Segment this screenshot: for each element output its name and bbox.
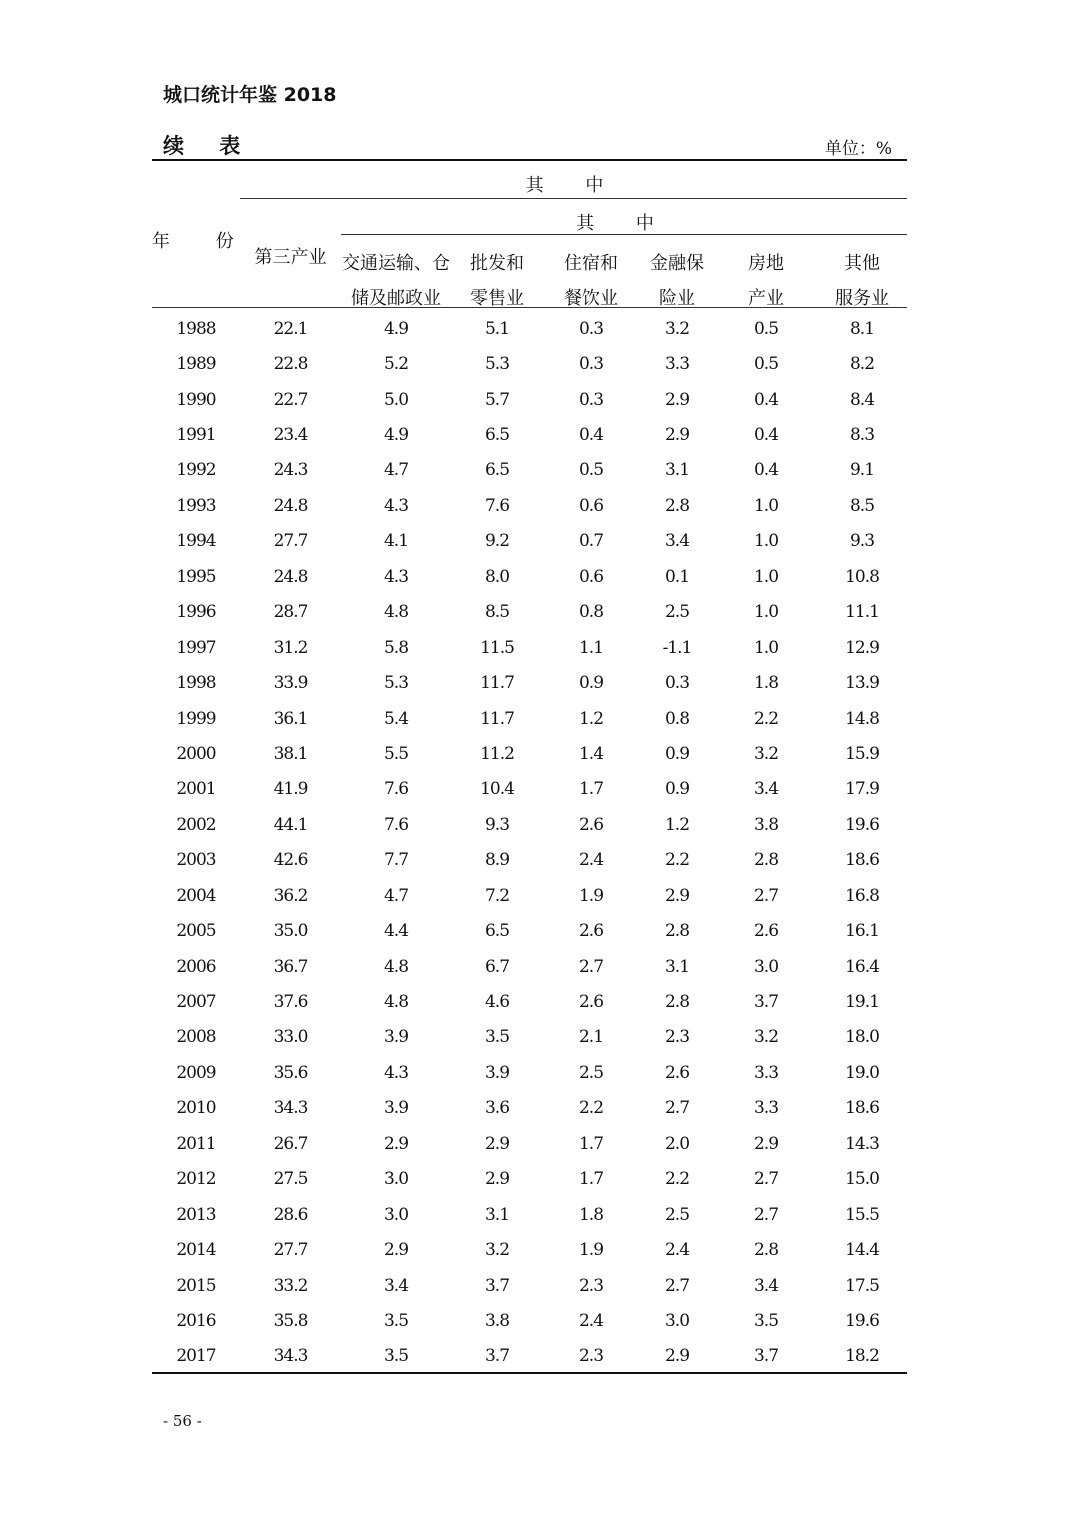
cell-transport: 4.7 (383, 460, 409, 481)
table-row (152, 524, 907, 559)
table-row (152, 665, 907, 700)
cell-tertiary: 36.7 (273, 956, 308, 977)
cell-wholesale: 11.2 (480, 743, 514, 764)
table-row (152, 949, 907, 984)
cell-year: 2013 (176, 1204, 216, 1225)
table-row (152, 1232, 907, 1267)
cell-wholesale: 3.9 (484, 1062, 510, 1083)
year-column-header: 年 份 (152, 231, 254, 252)
cell-other-services: 8.2 (849, 354, 875, 375)
group-header-of-which: 其 中 (525, 175, 622, 196)
cell-finance: 2.7 (664, 1275, 690, 1296)
cell-year: 2005 (176, 921, 216, 942)
cell-other-services: 19.6 (845, 1310, 879, 1331)
cell-other-services: 11.1 (845, 602, 879, 623)
cell-other-services: 18.6 (845, 850, 879, 871)
table-row (152, 559, 907, 594)
cell-wholesale: 8.9 (484, 850, 510, 871)
cell-transport: 3.5 (383, 1346, 409, 1367)
cell-finance: 2.8 (664, 495, 690, 516)
table-row (152, 1303, 907, 1338)
cell-accommodation: 0.8 (578, 602, 604, 623)
cell-real-estate: 1.0 (753, 531, 779, 552)
cell-year: 1993 (176, 495, 216, 516)
cell-year: 1995 (176, 566, 216, 587)
cell-finance: 3.2 (664, 318, 690, 339)
cell-tertiary: 24.3 (273, 460, 308, 481)
cell-transport: 4.3 (383, 1062, 409, 1083)
cell-other-services: 8.1 (849, 318, 875, 339)
table-row (152, 913, 907, 948)
cell-finance: 0.3 (664, 673, 690, 694)
cell-tertiary: 27.7 (273, 1240, 308, 1261)
cell-other-services: 19.6 (845, 814, 879, 835)
cell-real-estate: 3.7 (753, 1346, 779, 1367)
cell-finance: 3.1 (664, 956, 690, 977)
table-row (152, 1091, 907, 1126)
cell-accommodation: 2.4 (578, 850, 604, 871)
cell-finance: 2.2 (664, 1169, 690, 1190)
cell-accommodation: 2.2 (578, 1098, 604, 1119)
data-table (152, 311, 907, 1374)
subgroup-header-of-which: 其 中 (576, 213, 672, 234)
cell-accommodation: 2.1 (578, 1027, 604, 1048)
cell-wholesale: 7.2 (484, 885, 510, 906)
cell-year: 1996 (176, 602, 216, 623)
cell-transport: 4.3 (383, 495, 409, 516)
cell-finance: 2.7 (664, 1098, 690, 1119)
table-row (152, 311, 907, 346)
cell-real-estate: 3.3 (753, 1098, 779, 1119)
cell-other-services: 8.5 (849, 495, 875, 516)
cell-tertiary: 28.7 (273, 602, 308, 623)
cell-year: 2006 (176, 956, 216, 977)
cell-wholesale: 2.9 (484, 1169, 510, 1190)
cell-real-estate: 1.0 (753, 637, 779, 658)
cell-wholesale: 6.5 (484, 460, 510, 481)
cell-real-estate: 3.3 (753, 1062, 779, 1083)
cell-tertiary: 23.4 (273, 425, 308, 446)
cell-wholesale: 5.7 (484, 389, 510, 410)
cell-transport: 5.5 (383, 743, 409, 764)
cell-tertiary: 27.5 (273, 1169, 308, 1190)
cell-accommodation: 2.6 (578, 814, 604, 835)
cell-other-services: 10.8 (845, 566, 879, 587)
cell-other-services: 8.4 (849, 389, 875, 410)
cell-real-estate: 0.5 (753, 354, 779, 375)
cell-finance: 3.1 (664, 460, 690, 481)
cell-wholesale: 11.5 (480, 637, 514, 658)
cell-transport: 5.8 (383, 637, 409, 658)
cell-other-services: 8.3 (849, 425, 875, 446)
group-header-rule (240, 198, 907, 199)
cell-year: 2016 (176, 1310, 216, 1331)
cell-wholesale: 9.2 (484, 531, 510, 552)
cell-other-services: 16.1 (845, 921, 879, 942)
cell-real-estate: 2.2 (753, 708, 779, 729)
cell-wholesale: 3.5 (484, 1027, 510, 1048)
cell-finance: 2.2 (664, 850, 690, 871)
table-row (152, 1055, 907, 1090)
cell-transport: 4.9 (383, 425, 409, 446)
cell-real-estate: 3.0 (753, 956, 779, 977)
cell-other-services: 13.9 (845, 673, 879, 694)
cell-tertiary: 22.8 (273, 354, 308, 375)
cell-real-estate: 1.0 (753, 495, 779, 516)
table-row (152, 807, 907, 842)
cell-transport: 4.8 (383, 602, 409, 623)
cell-tertiary: 34.3 (273, 1098, 308, 1119)
unit-label: 单位：% (824, 139, 892, 159)
cell-finance: 0.8 (664, 708, 690, 729)
cell-finance: 2.9 (664, 1346, 690, 1367)
cell-finance: 2.3 (664, 1027, 690, 1048)
cell-other-services: 14.8 (845, 708, 879, 729)
cell-wholesale: 8.0 (484, 566, 510, 587)
cell-accommodation: 0.5 (578, 460, 604, 481)
cell-year: 1988 (176, 318, 216, 339)
cell-real-estate: 2.8 (753, 850, 779, 871)
cell-year: 1998 (176, 673, 216, 694)
cell-year: 1990 (176, 389, 216, 410)
cell-real-estate: 3.5 (753, 1310, 779, 1331)
cell-tertiary: 27.7 (273, 531, 308, 552)
cell-finance: 2.0 (664, 1133, 690, 1154)
cell-accommodation: 2.6 (578, 921, 604, 942)
table-row (152, 1197, 907, 1232)
cell-tertiary: 38.1 (273, 743, 308, 764)
cell-transport: 5.0 (383, 389, 409, 410)
cell-year: 1994 (176, 531, 216, 552)
cell-real-estate: 0.4 (753, 425, 779, 446)
cell-real-estate: 3.4 (753, 1275, 779, 1296)
cell-transport: 2.9 (383, 1240, 409, 1261)
cell-transport: 7.7 (383, 850, 409, 871)
column-header-finance: 金融保 险业 (650, 253, 704, 309)
cell-accommodation: 2.3 (578, 1275, 604, 1296)
cell-wholesale: 9.3 (484, 814, 510, 835)
cell-tertiary: 35.8 (273, 1310, 308, 1331)
cell-year: 2000 (176, 743, 216, 764)
cell-real-estate: 3.7 (753, 992, 779, 1013)
cell-accommodation: 1.7 (578, 1133, 604, 1154)
cell-other-services: 17.9 (845, 779, 879, 800)
column-header-wholesale: 批发和 零售业 (470, 253, 524, 309)
table-row (152, 595, 907, 630)
cell-wholesale: 6.5 (484, 425, 510, 446)
cell-real-estate: 1.0 (753, 566, 779, 587)
cell-year: 2003 (176, 850, 216, 871)
cell-accommodation: 1.7 (578, 1169, 604, 1190)
cell-other-services: 18.0 (845, 1027, 879, 1048)
cell-accommodation: 1.7 (578, 779, 604, 800)
cell-other-services: 14.3 (845, 1133, 879, 1154)
cell-year: 2002 (176, 814, 216, 835)
cell-real-estate: 1.8 (753, 673, 779, 694)
cell-wholesale: 3.2 (484, 1240, 510, 1261)
table-bottom-rule (152, 1372, 907, 1374)
cell-year: 2001 (176, 779, 216, 800)
cell-wholesale: 8.5 (484, 602, 510, 623)
cell-year: 1992 (176, 460, 216, 481)
cell-year: 2004 (176, 885, 216, 906)
cell-wholesale: 11.7 (480, 708, 514, 729)
cell-finance: 0.1 (664, 566, 690, 587)
cell-finance: 1.2 (664, 814, 690, 835)
cell-real-estate: 2.7 (753, 885, 779, 906)
cell-accommodation: 1.9 (578, 885, 604, 906)
cell-finance: 3.4 (664, 531, 690, 552)
cell-wholesale: 6.5 (484, 921, 510, 942)
column-header-other-services: 其他 服务业 (835, 253, 889, 309)
table-row (152, 1339, 907, 1374)
cell-finance: 0.9 (664, 779, 690, 800)
cell-real-estate: 2.7 (753, 1204, 779, 1225)
cell-accommodation: 1.1 (578, 637, 604, 658)
cell-year: 2015 (176, 1275, 216, 1296)
cell-finance: -1.1 (662, 637, 692, 658)
cell-transport: 4.3 (383, 566, 409, 587)
table-row (152, 1020, 907, 1055)
cell-accommodation: 2.3 (578, 1346, 604, 1367)
cell-year: 1991 (176, 425, 216, 446)
cell-other-services: 9.3 (849, 531, 875, 552)
cell-year: 1997 (176, 637, 216, 658)
cell-year: 2010 (176, 1098, 216, 1119)
cell-accommodation: 0.3 (578, 354, 604, 375)
cell-real-estate: 0.4 (753, 389, 779, 410)
cell-transport: 3.9 (383, 1027, 409, 1048)
cell-other-services: 9.1 (849, 460, 875, 481)
table-row (152, 382, 907, 417)
table-top-rule (152, 159, 907, 161)
cell-finance: 2.6 (664, 1062, 690, 1083)
table-row (152, 984, 907, 1019)
cell-other-services: 16.8 (845, 885, 879, 906)
cell-wholesale: 3.7 (484, 1275, 510, 1296)
cell-tertiary: 41.9 (273, 779, 308, 800)
cell-tertiary: 36.2 (273, 885, 308, 906)
cell-other-services: 18.6 (845, 1098, 879, 1119)
cell-wholesale: 10.4 (480, 779, 514, 800)
cell-accommodation: 0.7 (578, 531, 604, 552)
cell-year: 2014 (176, 1240, 216, 1261)
cell-accommodation: 2.7 (578, 956, 604, 977)
cell-other-services: 14.4 (845, 1240, 879, 1261)
cell-year: 2008 (176, 1027, 216, 1048)
cell-real-estate: 2.9 (753, 1133, 779, 1154)
cell-real-estate: 3.2 (753, 743, 779, 764)
cell-accommodation: 0.9 (578, 673, 604, 694)
cell-wholesale: 2.9 (484, 1133, 510, 1154)
cell-tertiary: 26.7 (273, 1133, 308, 1154)
cell-tertiary: 44.1 (273, 814, 308, 835)
cell-other-services: 15.5 (845, 1204, 879, 1225)
cell-transport: 2.9 (383, 1133, 409, 1154)
continued-label: 续 表 (163, 134, 255, 158)
cell-accommodation: 1.2 (578, 708, 604, 729)
cell-year: 1989 (176, 354, 216, 375)
book-title: 城口统计年鉴 2018 (163, 84, 337, 106)
column-header-real-estate: 房地 产业 (748, 253, 784, 309)
column-header-tertiary: 第三产业 (254, 247, 327, 268)
cell-transport: 5.3 (383, 673, 409, 694)
cell-year: 2009 (176, 1062, 216, 1083)
cell-tertiary: 28.6 (273, 1204, 308, 1225)
cell-transport: 4.7 (383, 885, 409, 906)
table-row (152, 453, 907, 488)
cell-tertiary: 34.3 (273, 1346, 308, 1367)
cell-tertiary: 33.0 (273, 1027, 308, 1048)
cell-other-services: 12.9 (845, 637, 879, 658)
table-row (152, 417, 907, 452)
cell-transport: 5.2 (383, 354, 409, 375)
cell-finance: 2.8 (664, 992, 690, 1013)
table-row (152, 701, 907, 736)
cell-transport: 4.1 (383, 531, 409, 552)
cell-other-services: 18.2 (845, 1346, 879, 1367)
cell-finance: 2.9 (664, 389, 690, 410)
table-row (152, 630, 907, 665)
cell-accommodation: 2.5 (578, 1062, 604, 1083)
cell-real-estate: 2.8 (753, 1240, 779, 1261)
cell-wholesale: 6.7 (484, 956, 510, 977)
cell-accommodation: 1.4 (578, 743, 604, 764)
cell-tertiary: 24.8 (273, 495, 308, 516)
cell-finance: 3.3 (664, 354, 690, 375)
cell-tertiary: 35.6 (273, 1062, 308, 1083)
cell-tertiary: 42.6 (273, 850, 308, 871)
cell-finance: 2.5 (664, 1204, 690, 1225)
cell-other-services: 17.5 (845, 1275, 879, 1296)
cell-accommodation: 0.4 (578, 425, 604, 446)
cell-year: 2011 (176, 1133, 216, 1154)
cell-transport: 7.6 (383, 779, 409, 800)
table-row (152, 878, 907, 913)
table-row (152, 1268, 907, 1303)
cell-transport: 3.4 (383, 1275, 409, 1296)
cell-tertiary: 33.9 (273, 673, 308, 694)
cell-finance: 2.5 (664, 602, 690, 623)
cell-transport: 5.4 (383, 708, 409, 729)
header-bottom-rule (152, 307, 907, 308)
cell-transport: 3.9 (383, 1098, 409, 1119)
cell-tertiary: 36.1 (273, 708, 308, 729)
cell-accommodation: 0.3 (578, 389, 604, 410)
cell-real-estate: 2.6 (753, 921, 779, 942)
cell-real-estate: 3.2 (753, 1027, 779, 1048)
table-row (152, 488, 907, 523)
table-row (152, 346, 907, 381)
cell-finance: 2.4 (664, 1240, 690, 1261)
cell-finance: 2.9 (664, 885, 690, 906)
cell-transport: 3.0 (383, 1169, 409, 1190)
cell-tertiary: 24.8 (273, 566, 308, 587)
page-number: - 56 - (163, 1412, 202, 1430)
cell-tertiary: 35.0 (273, 921, 308, 942)
cell-other-services: 16.4 (845, 956, 879, 977)
cell-wholesale: 11.7 (480, 673, 514, 694)
cell-tertiary: 22.1 (273, 318, 308, 339)
cell-real-estate: 0.5 (753, 318, 779, 339)
cell-tertiary: 31.2 (273, 637, 308, 658)
cell-accommodation: 0.3 (578, 318, 604, 339)
cell-transport: 4.8 (383, 956, 409, 977)
cell-accommodation: 2.6 (578, 992, 604, 1013)
cell-transport: 3.0 (383, 1204, 409, 1225)
cell-other-services: 19.0 (845, 1062, 879, 1083)
subgroup-header-rule (341, 234, 907, 235)
cell-transport: 4.9 (383, 318, 409, 339)
cell-finance: 0.9 (664, 743, 690, 764)
cell-accommodation: 1.8 (578, 1204, 604, 1225)
cell-wholesale: 3.6 (484, 1098, 510, 1119)
table-row (152, 1126, 907, 1161)
cell-other-services: 15.9 (845, 743, 879, 764)
cell-transport: 3.5 (383, 1310, 409, 1331)
table-row (152, 736, 907, 771)
cell-wholesale: 3.1 (484, 1204, 510, 1225)
cell-other-services: 19.1 (845, 992, 879, 1013)
cell-wholesale: 7.6 (484, 495, 510, 516)
cell-year: 2007 (176, 992, 216, 1013)
cell-year: 2012 (176, 1169, 216, 1190)
cell-tertiary: 33.2 (273, 1275, 308, 1296)
cell-accommodation: 2.4 (578, 1310, 604, 1331)
cell-finance: 2.8 (664, 921, 690, 942)
cell-finance: 3.0 (664, 1310, 690, 1331)
cell-accommodation: 1.9 (578, 1240, 604, 1261)
cell-real-estate: 2.7 (753, 1169, 779, 1190)
cell-real-estate: 3.8 (753, 814, 779, 835)
cell-wholesale: 3.8 (484, 1310, 510, 1331)
cell-tertiary: 22.7 (273, 389, 308, 410)
table-row (152, 772, 907, 807)
cell-real-estate: 0.4 (753, 460, 779, 481)
cell-wholesale: 5.1 (484, 318, 510, 339)
cell-transport: 4.8 (383, 992, 409, 1013)
cell-accommodation: 0.6 (578, 566, 604, 587)
column-header-transport: 交通运输、仓 储及邮政业 (342, 253, 450, 309)
cell-wholesale: 4.6 (484, 992, 510, 1013)
cell-real-estate: 1.0 (753, 602, 779, 623)
cell-year: 2017 (176, 1346, 216, 1367)
cell-transport: 4.4 (383, 921, 409, 942)
table-row (152, 843, 907, 878)
cell-accommodation: 0.6 (578, 495, 604, 516)
column-header-accommodation: 住宿和 餐饮业 (564, 253, 618, 309)
cell-wholesale: 5.3 (484, 354, 510, 375)
cell-year: 1999 (176, 708, 216, 729)
cell-wholesale: 3.7 (484, 1346, 510, 1367)
table-row (152, 1162, 907, 1197)
cell-real-estate: 3.4 (753, 779, 779, 800)
cell-transport: 7.6 (383, 814, 409, 835)
cell-finance: 2.9 (664, 425, 690, 446)
cell-tertiary: 37.6 (273, 992, 308, 1013)
cell-other-services: 15.0 (845, 1169, 879, 1190)
